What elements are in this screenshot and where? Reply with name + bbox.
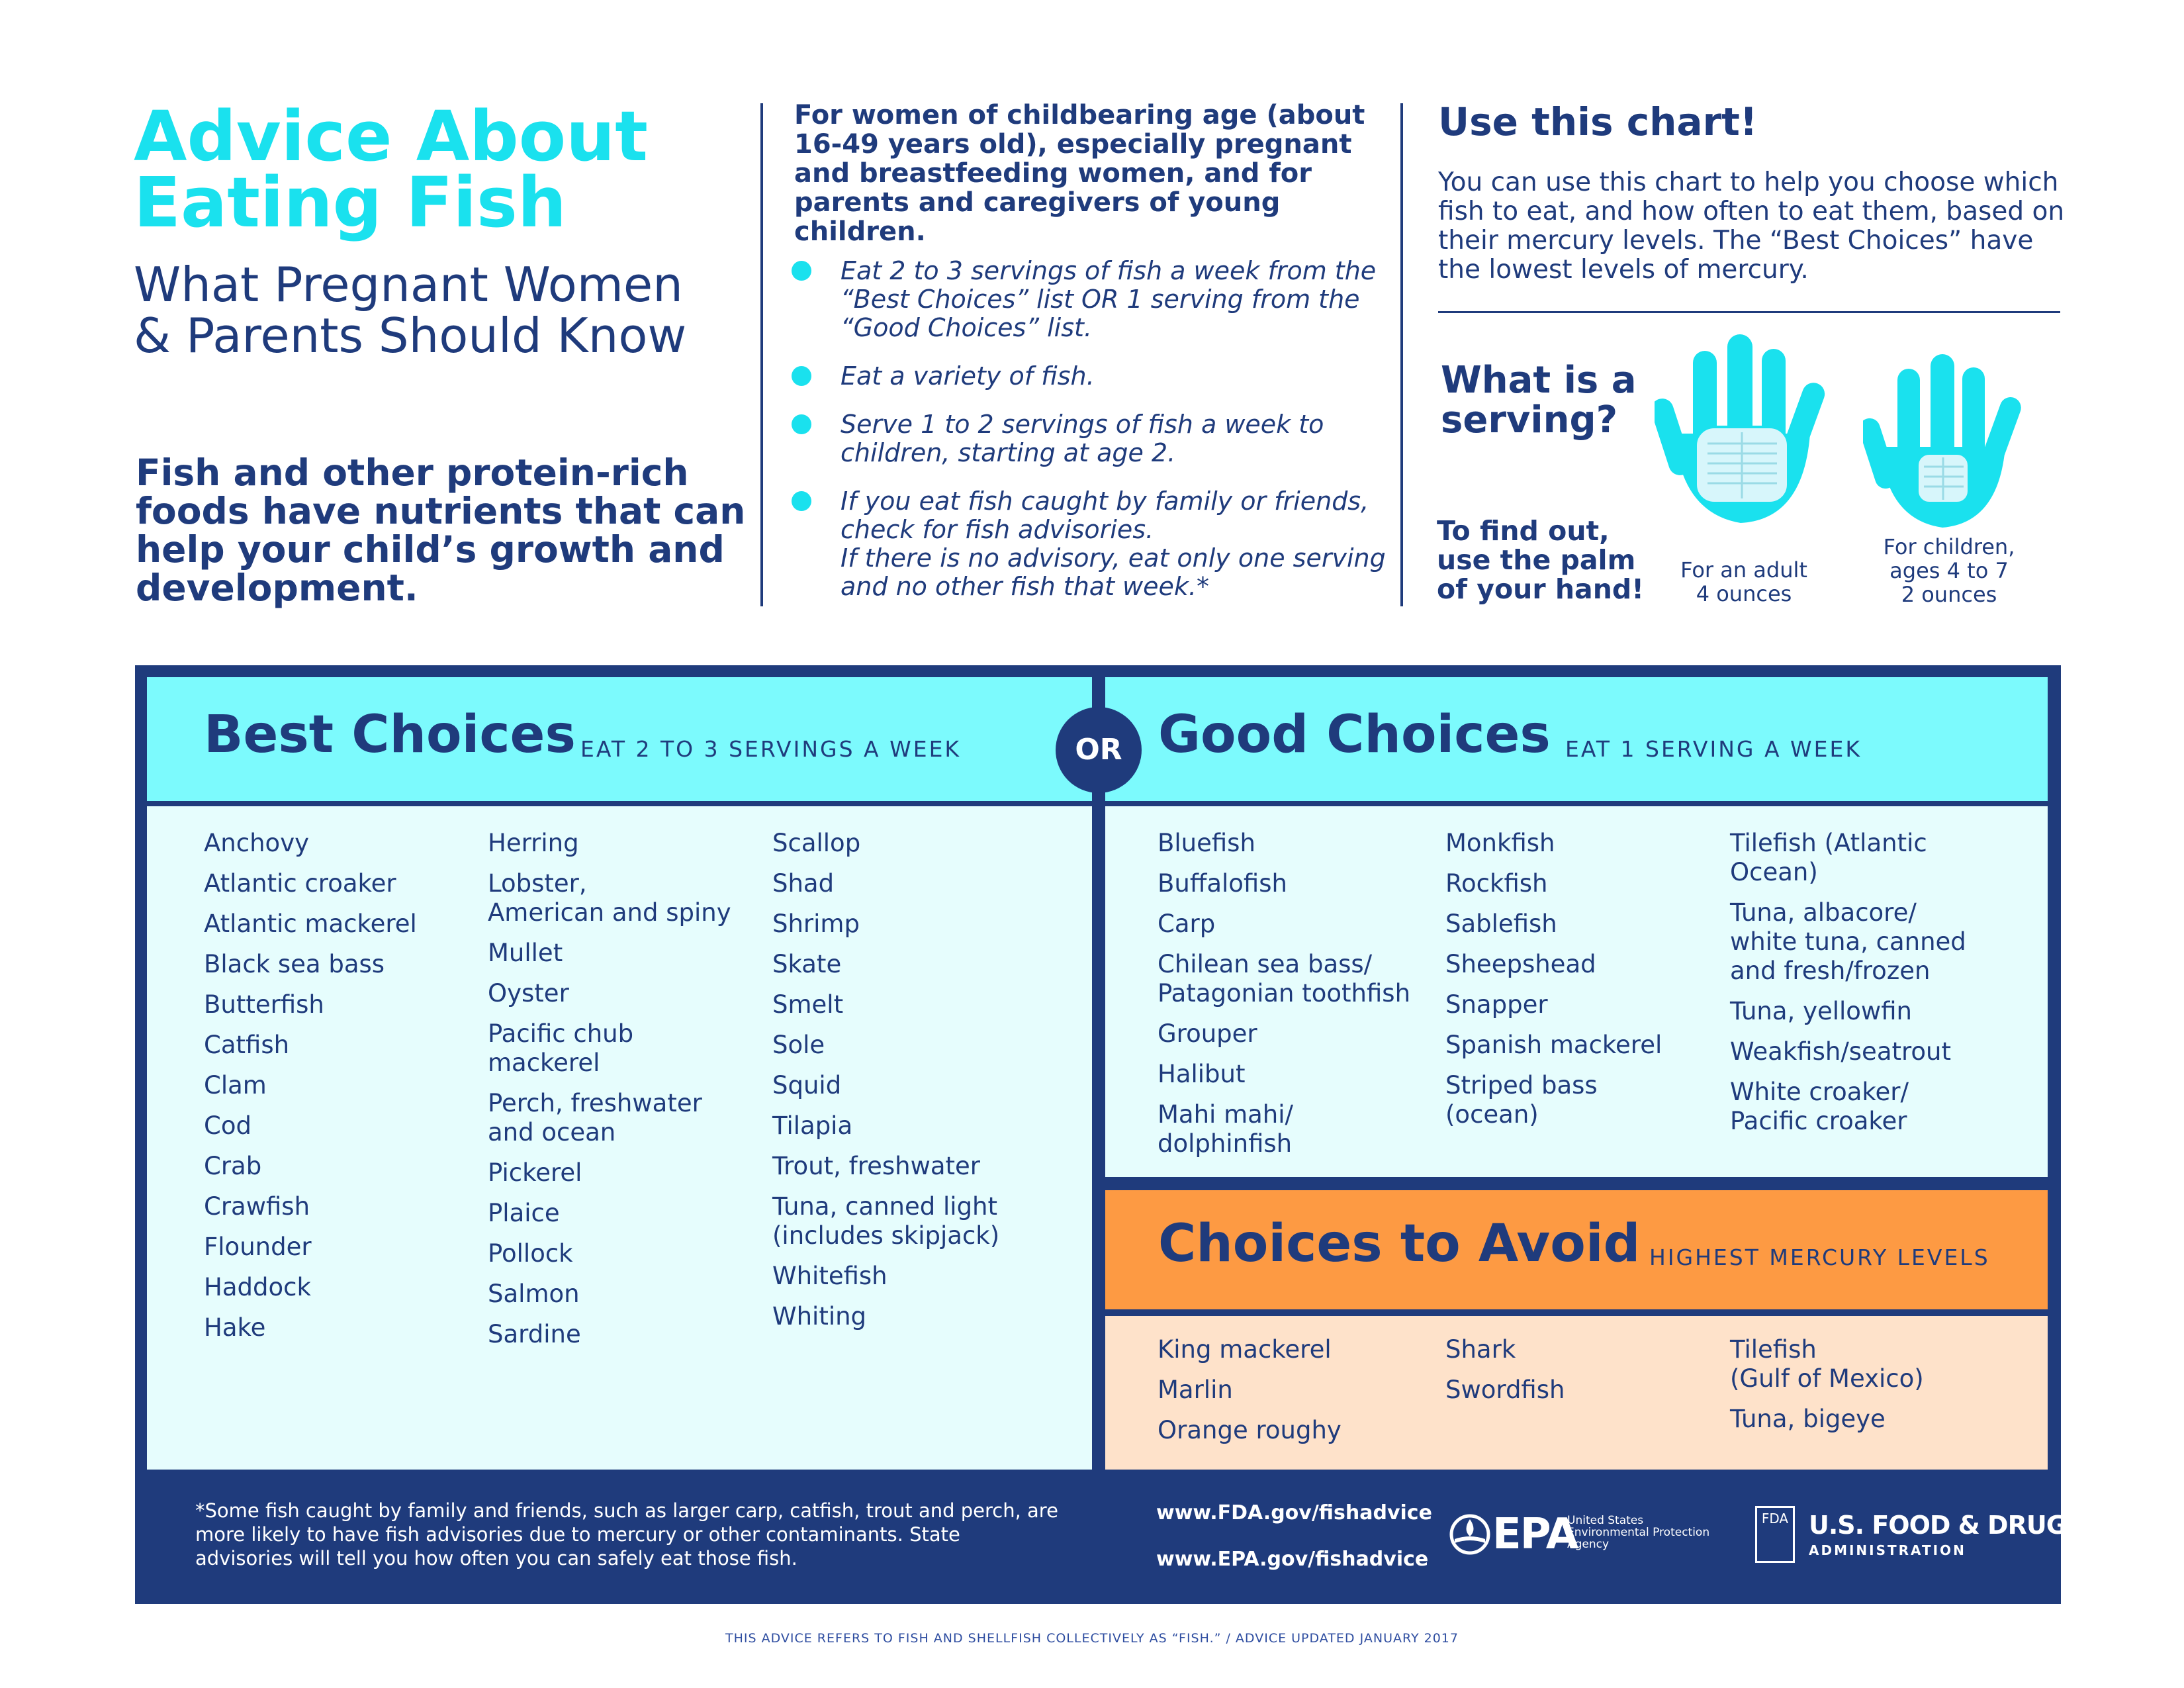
fish-item: Butterfish xyxy=(204,990,324,1019)
fish-item: Whitefish xyxy=(772,1262,887,1290)
fish-item: Shark xyxy=(1445,1335,1516,1364)
fish-item: Anchovy xyxy=(204,829,309,857)
fish-item: Perch, freshwater and ocean xyxy=(488,1089,702,1147)
fish-list xyxy=(488,829,766,1360)
column-divider xyxy=(760,103,763,606)
epa-link[interactable]: www.EPA.gov/fishadvice xyxy=(1156,1548,1429,1571)
or-badge: OR xyxy=(1056,707,1142,793)
fish-item: Haddock xyxy=(204,1273,311,1301)
fish-item: Tuna, canned light (includes skipjack) xyxy=(772,1192,1000,1250)
fish-item: Bluefish xyxy=(1158,829,1255,857)
fish-item: Smelt xyxy=(772,990,844,1019)
fish-list xyxy=(1158,1335,1435,1456)
fish-item: Shrimp xyxy=(772,910,860,938)
fish-item: Buffalofish xyxy=(1158,869,1287,898)
adult-hand-icon xyxy=(1655,334,1827,526)
bullet-icon xyxy=(792,414,811,434)
fish-list xyxy=(1158,829,1442,1170)
fish-item: Atlantic croaker xyxy=(204,869,396,898)
fish-item: Pacific chub mackerel xyxy=(488,1019,634,1077)
fish-item: Striped bass (ocean) xyxy=(1445,1071,1598,1129)
fish-item: Plaice xyxy=(488,1199,560,1227)
epa-logo-text: EPA xyxy=(1492,1510,1578,1559)
chart-heading: Use this chart! xyxy=(1438,99,1758,144)
fish-item: Scallop xyxy=(772,829,861,857)
fish-item: Tuna, albacore/ white tuna, canned and fresh/frozen xyxy=(1730,898,1966,985)
fish-list xyxy=(1730,1335,2034,1445)
fish-item: Sablefish xyxy=(1445,910,1557,938)
best-choices-title: Best Choices xyxy=(204,705,576,765)
fish-item: Sardine xyxy=(488,1320,581,1348)
fish-item: Shad xyxy=(772,869,835,898)
bottom-note: THIS ADVICE REFERS TO FISH AND SHELLFISH COLLECTIVELY AS “FISH.” / ADVICE UPDATED JANUARY 2017 xyxy=(725,1631,1459,1646)
avoid-choices-title: Choices to Avoid xyxy=(1158,1214,1641,1274)
tip-item: Eat a variety of fish. xyxy=(788,362,1403,391)
fish-item: Crawfish xyxy=(204,1192,310,1221)
fish-item: Snapper xyxy=(1445,990,1548,1019)
fish-list xyxy=(204,829,469,1354)
epa-logo-icon xyxy=(1449,1514,1490,1555)
fish-list xyxy=(1445,1335,1723,1416)
tips-list xyxy=(788,257,1403,621)
fish-item: Tuna, yellowfin xyxy=(1730,997,1912,1025)
fish-item: Halibut xyxy=(1158,1060,1246,1088)
fish-item: Black sea bass xyxy=(204,950,385,978)
fish-item: White croaker/ Pacific croaker xyxy=(1730,1078,1909,1135)
fish-item: Tilefish (Atlantic Ocean) xyxy=(1730,829,1927,886)
fda-logo-subtitle: ADMINISTRATION xyxy=(1809,1542,1966,1558)
fish-item: Spanish mackerel xyxy=(1445,1031,1662,1059)
fish-item: Herring xyxy=(488,829,579,857)
fish-item: Clam xyxy=(204,1071,267,1100)
tip-item: Eat 2 to 3 servings of fish a week from the “Best Choices” list OR 1 serving from the “Good Choices” list. xyxy=(788,257,1403,342)
fish-item: Monkfish xyxy=(1445,829,1555,857)
fish-item: Cod xyxy=(204,1111,251,1140)
fish-list xyxy=(772,829,1064,1342)
child-hand-icon xyxy=(1863,354,2022,530)
serving-question: What is a serving? xyxy=(1441,359,1637,442)
fish-list xyxy=(1730,829,2034,1147)
page-title: Advice About Eating Fish xyxy=(134,96,648,243)
avoid-choices-subtitle: HIGHEST MERCURY LEVELS xyxy=(1649,1244,1990,1270)
fish-list xyxy=(1445,829,1723,1141)
fish-item: Hake xyxy=(204,1313,266,1342)
bullet-icon xyxy=(792,491,811,511)
best-choices-subtitle: EAT 2 TO 3 SERVINGS A WEEK xyxy=(580,736,962,762)
fish-item: Sheepshead xyxy=(1445,950,1596,978)
fish-item: Swordfish xyxy=(1445,1376,1565,1404)
fish-item: Whiting xyxy=(772,1302,867,1331)
adult-serving-caption: For an adult 4 ounces xyxy=(1680,557,1807,606)
fish-item: Flounder xyxy=(204,1233,312,1261)
fish-item: Tilefish (Gulf of Mexico) xyxy=(1730,1335,1924,1393)
fish-item: Lobster, American and spiny xyxy=(488,869,731,927)
fish-item: Pickerel xyxy=(488,1158,582,1187)
footnote: *Some fish caught by family and friends, such as larger carp, catfish, trout and perch, are more likely to have fish advisories due to mercury or other contaminants. State advisories will tell you how often you can safely eat those fish. xyxy=(195,1499,1058,1570)
intro-text: Fish and other protein-rich foods have nutrients that can help your child’s growth and development. xyxy=(136,451,746,609)
fish-item: Mahi mahi/ dolphinfish xyxy=(1158,1100,1293,1158)
fish-item: Sole xyxy=(772,1031,825,1059)
fish-item: Crab xyxy=(204,1152,262,1180)
fish-item: Trout, freshwater xyxy=(772,1152,981,1180)
fish-item: Rockfish xyxy=(1445,869,1548,898)
fish-item: King mackerel xyxy=(1158,1335,1332,1364)
fish-item: Tuna, bigeye xyxy=(1730,1405,1886,1433)
fda-logo-title: U.S. FOOD & DRUG xyxy=(1809,1511,2066,1540)
fish-item: Grouper xyxy=(1158,1019,1257,1048)
fish-item: Carp xyxy=(1158,910,1216,938)
fish-item: Weakfish/seatrout xyxy=(1730,1037,1951,1066)
fish-item: Atlantic mackerel xyxy=(204,910,417,938)
good-choices-subtitle: EAT 1 SERVING A WEEK xyxy=(1565,736,1862,762)
chart-description: You can use this chart to help you choose which fish to eat, and how often to eat them, based on their mercury levels. The “Best Choices” have the lowest levels of mercury. xyxy=(1438,167,2065,285)
tip-item: Serve 1 to 2 servings of fish a week to children, starting at age 2. xyxy=(788,410,1403,467)
serving-answer: To find out, use the palm of your hand! xyxy=(1437,515,1644,605)
fish-item: Oyster xyxy=(488,979,569,1008)
good-choices-title: Good Choices xyxy=(1158,705,1551,765)
audience-text: For women of childbearing age (about 16-49 years old), especially pregnant and breastfeeding women, and for parents and caregivers of young children. xyxy=(794,100,1365,247)
fish-item: Mullet xyxy=(488,939,563,967)
bullet-icon xyxy=(792,366,811,386)
fish-item: Orange roughy xyxy=(1158,1416,1342,1444)
fish-item: Pollock xyxy=(488,1239,573,1268)
fish-item: Salmon xyxy=(488,1280,580,1308)
fda-logo-icon: FDA xyxy=(1755,1506,1795,1563)
fish-item: Skate xyxy=(772,950,842,978)
divider xyxy=(1438,311,2060,313)
fish-item: Chilean sea bass/ Patagonian toothfish xyxy=(1158,950,1411,1008)
fish-item: Catfish xyxy=(204,1031,290,1059)
epa-agency-name: United States Environmental Protection Agency xyxy=(1567,1514,1710,1551)
bullet-icon xyxy=(792,261,811,281)
fda-link[interactable]: www.FDA.gov/fishadvice xyxy=(1156,1501,1432,1524)
fish-item: Tilapia xyxy=(772,1111,853,1140)
child-serving-caption: For children, ages 4 to 7 2 ounces xyxy=(1883,534,2015,607)
fish-item: Squid xyxy=(772,1071,842,1100)
page-subtitle: What Pregnant Women & Parents Should Know xyxy=(134,257,687,363)
fish-item: Marlin xyxy=(1158,1376,1233,1404)
tip-item: If you eat fish caught by family or friends, check for fish advisories. If there is no advisory, eat only one serving and no other fish that week.* xyxy=(788,487,1403,601)
